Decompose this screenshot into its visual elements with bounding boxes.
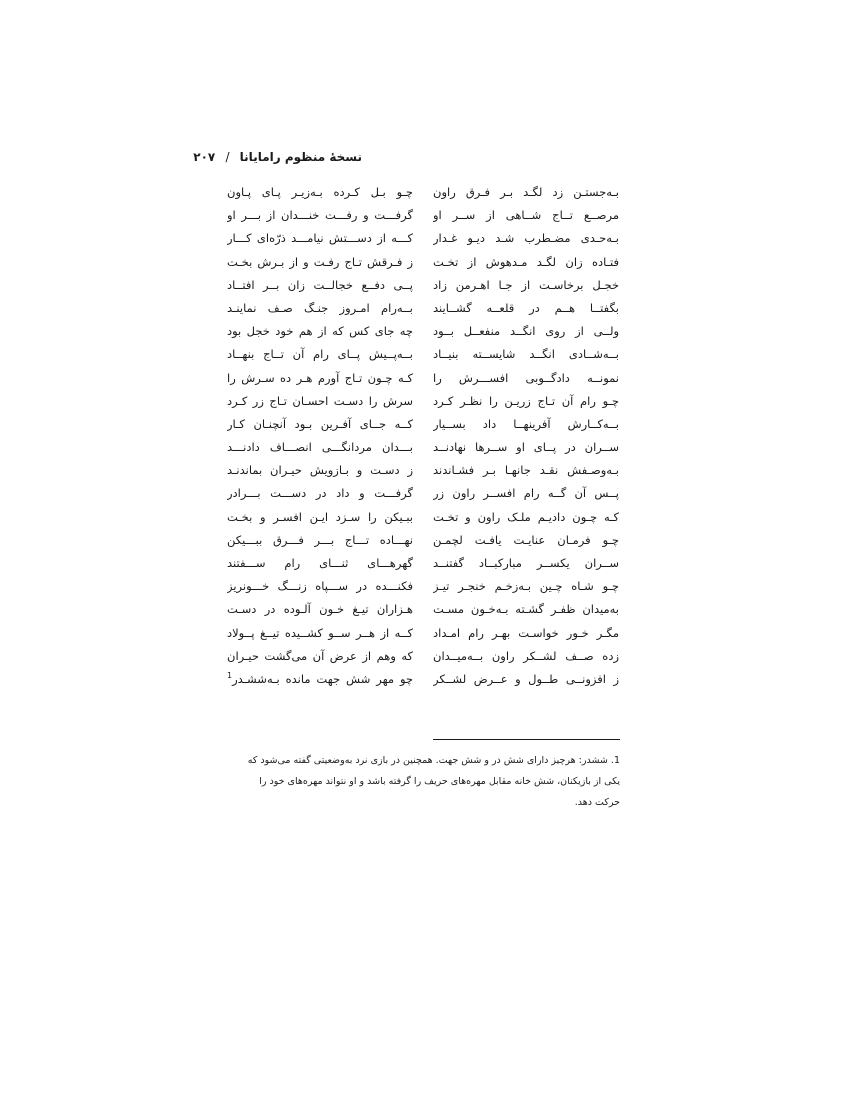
verse-line: گرفـــت و رفـــت خنـــدان از بـــر او [227,208,413,223]
verse-line: بـه‌جستـن زد لگـد بـر فـرق راون [433,185,619,199]
verse-line: مگـر خـور خواسـت بهـر رام امـداد [433,625,619,640]
verse-line: کـه چـون دادیـم ملـک راون و تخـت [433,509,619,524]
page-number: ۲۰۷ [193,150,216,164]
poem-right-column [433,181,619,691]
verse-line: چـو رام آن تـاج زریـن را نظـر کـرد [433,393,619,408]
verse-line: چه جای کس که از هم خود خجل بود [227,324,413,339]
verse-line: بـه‌حـدی مضـطرب شـد دیـو غـدار [433,231,619,246]
verse-line: نهـــاده تـــاج بـــر فـــرق ببـــیکن [227,532,413,547]
verse-line: کـــه از دســـتش نیامـــد ذرّه‌ای کـــار [227,231,413,246]
verse-line: به‌میدان ظفـر گشـته بـه‌خـون مسـت [433,602,619,617]
verse-line: بــه‌شــادی انگــد شایســته بنیــاد [433,347,619,362]
verse-line: ولــی از روی انگــد منفعــل بــود [433,324,619,339]
footnote-line: حرکت دهد. [574,797,620,808]
verse-line: چـو بـل کـرده بـه‌زیـر پـای پـاون [227,185,413,199]
verse-line: نمونــه دادگــوبی افســـرش را [433,370,619,385]
verse-line: پــی دفــع خجالــت زان بــر افتــاد [227,277,413,292]
verse-line: چـو فرمـان عنایـت یافـت لچمـن [433,532,619,547]
footnote-line: یکی از بازیکنان، شش خانه مقابل مهره‌های حریف را گرفته باشد و او نتواند مهره‌های خود را [259,776,620,787]
footnote-number: 1. [610,755,620,766]
verse-line: فکنـــده در ســـپاه زنـــگ خـــونریز [227,579,413,594]
verse-line: بــه‌رام امـروز جنـگ صـف نماینـد [227,300,413,315]
verse-line: ببـیکن را سـزد ایـن افسـر و بخـت [227,509,413,524]
verse-line: که وهم از عرض آن می‌گشت حیـران [227,648,413,663]
verse-line: هـزاران تیـغ خـون آلـوده در دسـت [227,602,413,617]
header-separator: / [225,150,230,164]
verse-line: ســران یکســر مبارکبــاد گفتنــد [433,556,619,570]
footnote-line [228,750,620,771]
footnote-text: ششدر: هرچیز دارای شش در و شش جهت. همچنین در بازی نرد به‌وضعیتی گفته می‌شود که [247,755,608,766]
verse-line: پــس آن گــه رام افســر راون زر [433,486,619,501]
footnote [228,750,620,813]
verse-line: بــه‌کــارش آفرینهــا داد بســیار [433,416,619,431]
verse-line: ز افزونــی طــول و عــرض لشــکر [433,671,619,686]
verse-text: چو مهر شش جهت مانده بـه‌ششـدر [232,671,413,686]
verse-line: مرصــع تــاج شــاهی از ســر او [433,208,619,223]
verse-line: بگفتــا هــم در قلعــه گشــایند [433,300,619,315]
verse-line: کــه از هــر ســو کشــیده تیــغ پــولاد [227,625,413,640]
verse-line: زده صــف لشــکر راون بــه‌میــدان [433,648,619,663]
verse-line: خجـل برخاسـت از جـا اهـرمن زاد [433,277,619,292]
verse-line: گهرهـــای ثنـــای رام ســـفتند [227,556,413,570]
verse-line: گرفـــت و داد در دســـت بـــرادر [227,486,413,501]
verse-line: بـه‌وصـفش نقـد جانهـا بـر فشـاندند [433,463,619,478]
running-header [193,150,362,170]
book-title: نسخهٔ منظوم رامایانا [239,150,362,164]
verse-line: چـو شـاه چـین بـه‌زخـم خنجـر تیـز [433,579,619,594]
footnote-rule [433,739,620,740]
verse-line [227,668,413,691]
verse-line: کـه چـون تـاج آورم هـر ده سـرش را [227,370,413,385]
footnote-marker: 1 [227,671,233,681]
verse-line: ز فـرقش تـاج رفـت و از بـرش بخـت [227,254,413,269]
verse-line: ز دسـت و بـازویش حیـران بماندنـد [227,463,413,478]
verse-line: بــه‌پــیش پــای رام آن تــاج بنهــاد [227,347,413,362]
verse-line: ســران در پــای او ســرها نهادنــد [433,440,619,455]
poem-left-column [227,181,413,691]
verse-line: فتـاده زان لگـد مـدهوش از تخـت [433,254,619,269]
verse-line: بـــدان مردانگـــی انصـــاف دادنـــد [227,440,413,455]
verse-line: کــه جــای آفـرین بـود آنچنـان کـار [227,416,413,431]
verse-line: سرش را دسـت احسـان تـاج زر کـرد [227,393,413,408]
